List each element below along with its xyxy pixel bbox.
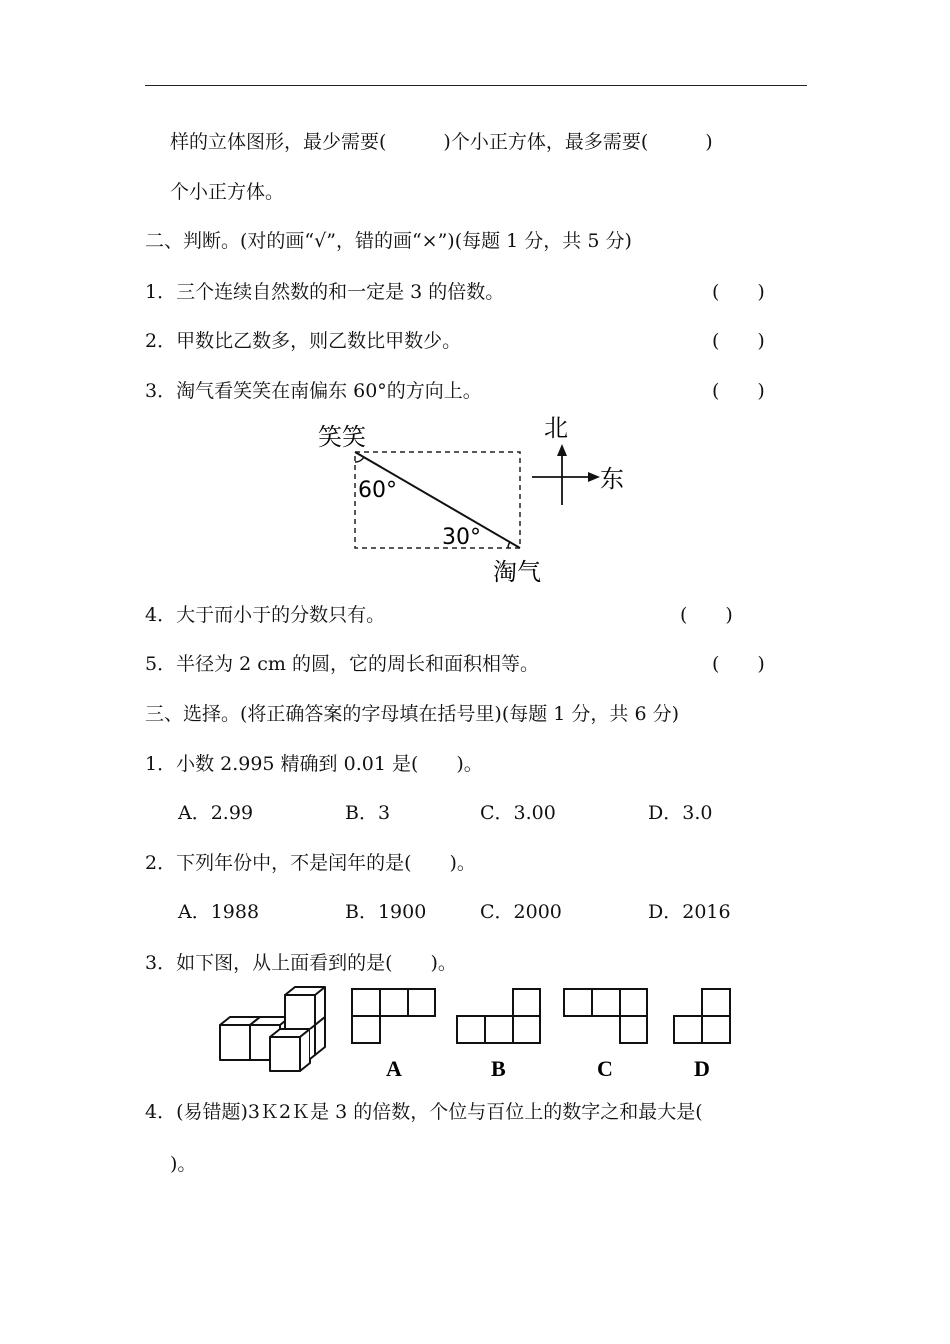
section-3-heading: 三、选择。(将正确答案的字母填在括号里)(每题 1 分，共 6 分)	[145, 703, 679, 725]
choice-q2: 2．下列年份中，不是闰年的是( )。	[145, 852, 476, 874]
q3-label-d: D	[694, 1056, 710, 1081]
q3-label-b: B	[491, 1056, 506, 1081]
choice-q4-line-1: 4．(易错题)3Ｋ2Ｋ是 3 的倍数，个位与百位上的数字之和最大是(	[145, 1101, 703, 1123]
section-2-heading: 二、判断。(对的画“√”，错的画“×”)(每题 1 分，共 5 分)	[145, 230, 632, 252]
xiaoxiao-label: 笑笑	[318, 423, 366, 451]
judge-answer-3[interactable]: ( )	[712, 380, 765, 402]
cube-right-side	[315, 1017, 325, 1055]
angle-arc-top	[355, 457, 364, 462]
angle-30-label: 30°	[442, 525, 481, 550]
judge-item-4: 4．大于而小于的分数只有。	[145, 604, 386, 626]
q2-option-b[interactable]: B．1900	[345, 901, 427, 923]
header-rule	[145, 85, 807, 86]
q2-option-a[interactable]: A．1988	[178, 901, 260, 923]
choice-q4-line-2: )。	[170, 1153, 197, 1175]
q3-label-a: A	[386, 1056, 402, 1081]
q2-option-d[interactable]: D．2016	[648, 901, 731, 923]
q3-option-a-figure[interactable]	[350, 988, 440, 1083]
angle-arc-bottom	[508, 542, 510, 548]
judge-answer-5[interactable]: ( )	[712, 653, 765, 675]
east-label: 东	[600, 465, 624, 493]
q3-option-b-figure[interactable]	[455, 988, 545, 1083]
judge-item-3: 3．淘气看笑笑在南偏东 60°的方向上。	[145, 380, 482, 402]
q1-option-d[interactable]: D．3.0	[648, 802, 713, 824]
judge-item-1: 1．三个连续自然数的和一定是 3 的倍数。	[145, 281, 505, 303]
angle-60-label: 60°	[358, 478, 397, 503]
q1-option-b[interactable]: B．3	[345, 802, 391, 824]
cube-front-right	[270, 1037, 300, 1071]
q3-option-c-figure[interactable]	[562, 988, 652, 1083]
cube-stack-figure	[215, 985, 335, 1075]
judge-answer-1[interactable]: ( )	[712, 281, 765, 303]
east-arrow-icon	[588, 472, 600, 482]
north-arrow-icon	[557, 444, 567, 456]
north-label: 北	[544, 414, 568, 442]
choice-q1: 1．小数 2.995 精确到 0.01 是( )。	[145, 753, 483, 775]
q3-label-c: C	[597, 1056, 613, 1081]
judge-answer-4[interactable]: ( )	[680, 604, 733, 626]
q3-option-d-figure[interactable]	[673, 988, 743, 1083]
judge-item-5: 5．半径为 2 cm 的圆，它的周长和面积相等。	[145, 653, 539, 675]
cube-front-left	[220, 1025, 250, 1060]
judge-answer-2[interactable]: ( )	[712, 330, 765, 352]
continued-line-2: 个小正方体。	[170, 181, 285, 203]
judge-item-2: 2．甲数比乙数多，则乙数比甲数少。	[145, 330, 462, 352]
q1-option-a[interactable]: A．2.99	[178, 802, 254, 824]
continued-line-1: 样的立体图形，最少需要( )个小正方体，最多需要( )	[170, 131, 713, 153]
q2-option-c[interactable]: C．2000	[480, 901, 562, 923]
choice-q3: 3．如下图，从上面看到的是( )。	[145, 952, 457, 974]
q1-option-c[interactable]: C．3.00	[480, 802, 556, 824]
taoqi-label: 淘气	[493, 558, 541, 586]
direction-figure	[310, 410, 640, 590]
